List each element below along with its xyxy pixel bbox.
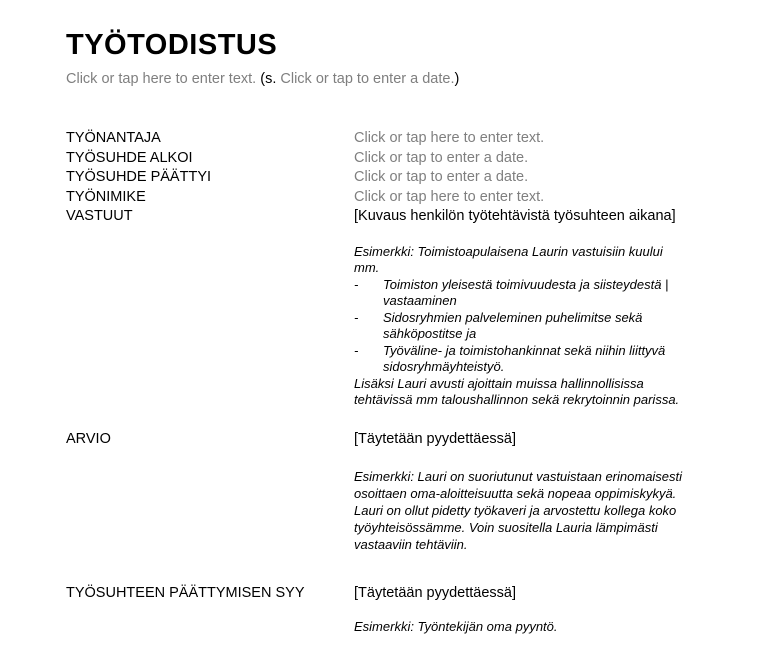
- field-label-paattymisen-syy: TYÖSUHTEEN PÄÄTTYMISEN SYY: [66, 585, 305, 601]
- field-row-tyosuhde-paattyi: [66, 168, 687, 188]
- field-label-vastuut: VASTUUT: [66, 208, 133, 224]
- bullet-text: Työväline- ja toimistohankinnat sekä niihin liittyvä sidosryhmäyhteistyö.: [383, 342, 666, 374]
- field-input-tyonimike[interactable]: Click or tap here to enter text.: [354, 188, 545, 205]
- bullet-dash: -: [354, 276, 359, 292]
- field-row-tyonimike: [66, 188, 687, 208]
- arvio-example-text: Esimerkki: Lauri on suoriutunut vastuistaan erinomaisesti osoittaen oma-aloitteisuutta sekä nopeaa oppimiskykyä. Lauri on ollut pidetty työkaveri ja arvostettu kollega koko työyhteisössämme. Voin suositella Lauria lämpimästi vastaaviin tehtäviin.: [354, 469, 683, 552]
- vastuut-example-bullet: [354, 343, 688, 376]
- document-title: TYÖTODISTUS: [66, 29, 278, 61]
- bullet-dash: -: [354, 342, 359, 358]
- bullet-text: Sidosryhmien palveleminen puhelimitse sekä sähköpostitse ja: [383, 309, 643, 341]
- field-label-tyonantaja: TYÖNANTAJA: [66, 130, 161, 146]
- vastuut-example-text: [354, 244, 688, 409]
- field-row-vastuut: [66, 207, 687, 227]
- bullet-text: Toimiston yleisestä toimivuudesta ja siisteydestä | vastaaminen: [383, 276, 669, 308]
- birthdate-placeholder[interactable]: Click or tap to enter a date.: [280, 71, 455, 87]
- vastuut-example-bullet: [354, 310, 688, 343]
- vastuut-example-outro: Lisäksi Lauri avusti ajoittain muissa hallinnollisissa tehtävissä mm taloushallinnon sekä rekrytoinnin parissa.: [354, 375, 680, 407]
- field-row-tyosuhde-alkoi: [66, 149, 687, 169]
- paattymisen-syy-example-text: Esimerkki: Työntekijän oma pyyntö.: [354, 618, 558, 634]
- bullet-dash: -: [354, 309, 359, 325]
- field-label-tyosuhde-alkoi: TYÖSUHDE ALKOI: [66, 149, 193, 166]
- field-row-arvio: [66, 430, 687, 450]
- field-input-arvio[interactable]: [Täytetään pyydettäessä]: [354, 430, 517, 447]
- vastuut-example-bullet: [354, 277, 688, 310]
- field-row-paattymisen-syy: [66, 584, 687, 604]
- birthdate-close-paren: ): [454, 71, 460, 87]
- field-input-tyosuhde-paattyi[interactable]: Click or tap to enter a date.: [354, 169, 529, 185]
- name-and-birthdate-line: [66, 70, 687, 89]
- field-row-tyonantaja: [66, 129, 687, 149]
- vastuut-example-intro: Esimerkki: Toimistoapulaisena Laurin vastuisiin kuului mm.: [354, 243, 663, 275]
- field-label-arvio: ARVIO: [66, 430, 111, 447]
- field-input-tyonantaja[interactable]: Click or tap here to enter text.: [354, 130, 545, 146]
- employee-name-placeholder[interactable]: Click or tap here to enter text.: [66, 71, 257, 87]
- field-label-tyonimike: TYÖNIMIKE: [66, 188, 146, 205]
- fields-section: [66, 129, 687, 227]
- birthdate-open-paren: (s.: [260, 71, 277, 87]
- field-input-tyosuhde-alkoi[interactable]: Click or tap to enter a date.: [354, 149, 529, 166]
- field-input-paattymisen-syy[interactable]: [Täytetään pyydettäessä]: [354, 585, 517, 601]
- field-input-vastuut[interactable]: [Kuvaus henkilön työtehtävistä työsuhteen aikana]: [354, 208, 676, 224]
- field-label-tyosuhde-paattyi: TYÖSUHDE PÄÄTTYI: [66, 169, 212, 185]
